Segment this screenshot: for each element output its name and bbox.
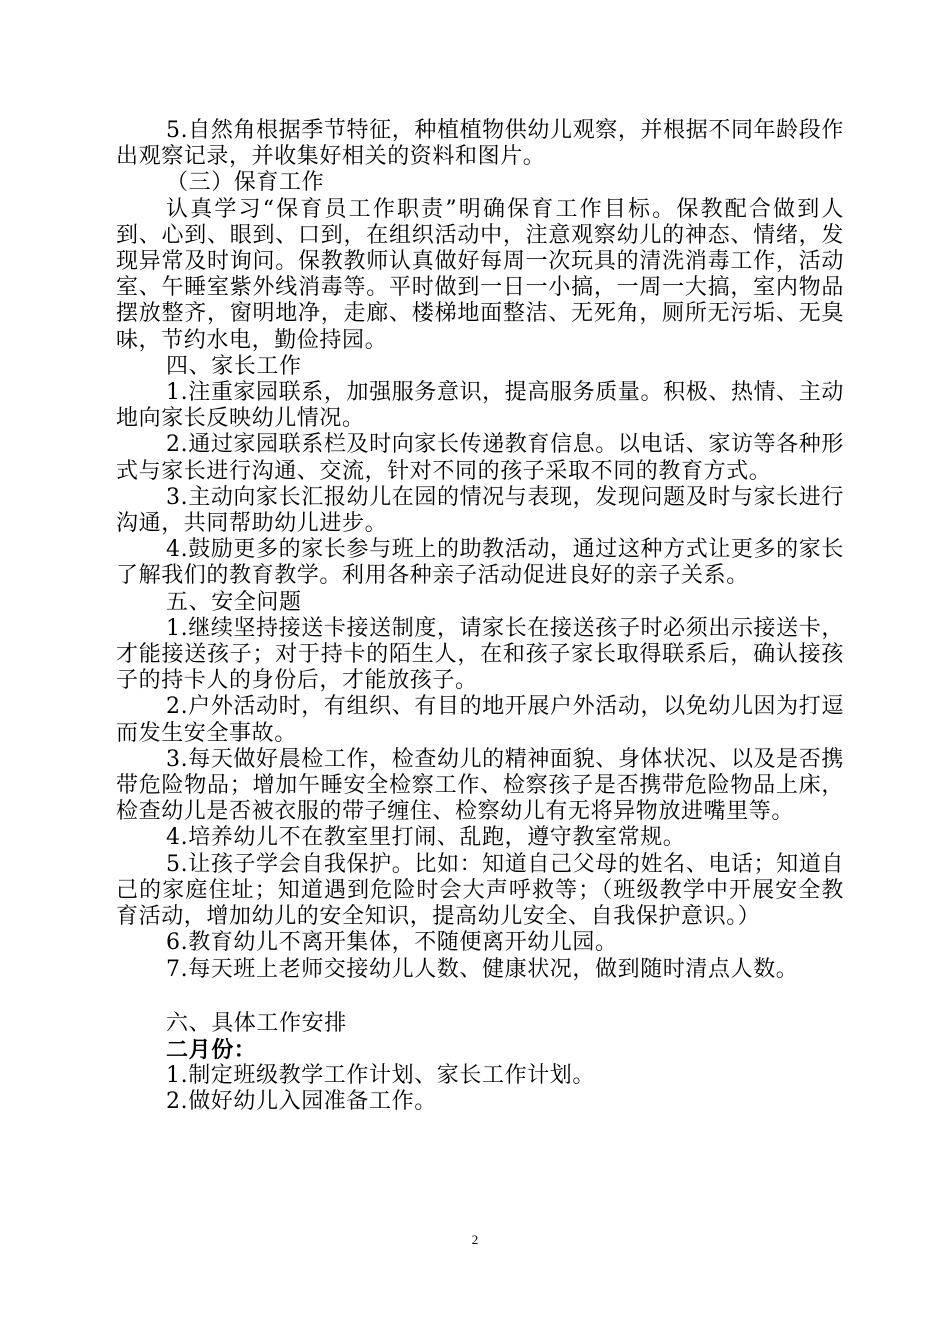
page-number: 2: [471, 1232, 479, 1247]
paragraph-safety-item-2: 2.户外活动时，有组织、有目的地开展户外活动，以免幼儿因为打逗而发生安全事故。: [116, 694, 844, 746]
paragraph-parent-item-4: 4.鼓励更多的家长参与班上的助教活动，通过这种方式让更多的家长了解我们的教育教学。利用各种亲子活动促进良好的亲子关系。: [116, 537, 844, 589]
paragraph-safety-item-6: 6.教育幼儿不离开集体，不随便离开幼儿园。: [166, 930, 618, 956]
paragraph-safety-item-1: 1.继续坚持接送卡接送制度，请家长在接送孩子时必须出示接送卡，才能接送孩子；对于持卡的陌生人，在和孩子家长取得联系后，确认接孩子的持卡人的身份后，才能放孩子。: [116, 615, 844, 694]
month-heading-february: 二月份：: [166, 1036, 257, 1063]
schedule-item-2: 2.做好幼儿入园准备工作。: [166, 1089, 437, 1115]
section-heading-work-schedule: 六、具体工作安排: [166, 1010, 347, 1036]
paragraph-safety-item-5: 5.让孩子学会自我保护。比如：知道自己父母的姓名、电话；知道自己的家庭住址；知道遇到危险时会大声呼救等；（班级教学中开展安全教育活动，增加幼儿的安全知识，提高幼儿安全、自我保护意识。）: [116, 851, 844, 930]
schedule-item-1: 1.制定班级教学工作计划、家长工作计划。: [166, 1063, 595, 1089]
paragraph-safety-item-4: 4.培养幼儿不在教室里打闹、乱跑，遵守教室常规。: [166, 825, 686, 851]
paragraph-childcare-duties: 认真学习“保育员工作职责”明确保育工作目标。保教配合做到人到、心到、眼到、口到，在组织活动中，注意观察幼儿的神态、情绪，发现异常及时询问。保教教师认真做好每周一次玩具的清洗消毒工作，活动室、午睡室紫外线消毒等。平时做到一日一小搞，一周一大搞，室内物品摆放整齐，窗明地净，走廊、楼梯地面整洁、无死角，厕所无污垢、无臭味，节约水电，勤俭持园。: [116, 196, 844, 353]
section-heading-safety: 五、安全问题: [166, 589, 302, 615]
paragraph-safety-item-3: 3.每天做好晨检工作，检查幼儿的精神面貌、身体状况、以及是否携带危险物品；增加午睡安全检察工作、检察孩子是否携带危险物品上床，检查幼儿是否被衣服的带子缠住、检察幼儿有无将异物放进嘴里等。: [116, 746, 844, 825]
paragraph-parent-item-2: 2.通过家园联系栏及时向家长传递教育信息。以电话、家访等各种形式与家长进行沟通、交流，针对不同的孩子采取不同的教育方式。: [116, 432, 844, 484]
paragraph-spacer: [116, 983, 844, 1011]
document-body: [116, 118, 844, 1116]
section-heading-childcare: （三）保育工作: [166, 170, 325, 196]
section-heading-parent-work: 四、家长工作: [166, 353, 302, 379]
paragraph-safety-item-7: 7.每天班上老师交接幼儿人数、健康状况，做到随时清点人数。: [166, 956, 799, 982]
paragraph-nature-corner: 5.自然角根据季节特征，种植植物供幼儿观察，并根据不同年龄段作出观察记录，并收集好相关的资料和图片。: [116, 118, 844, 170]
paragraph-parent-item-3: 3.主动向家长汇报幼儿在园的情况与表现，发现问题及时与家长进行沟通，共同帮助幼儿进步。: [116, 484, 844, 537]
paragraph-parent-item-1: 1.注重家园联系，加强服务意识，提高服务质量。积极、热情、主动地向家长反映幼儿情况。: [116, 380, 844, 432]
